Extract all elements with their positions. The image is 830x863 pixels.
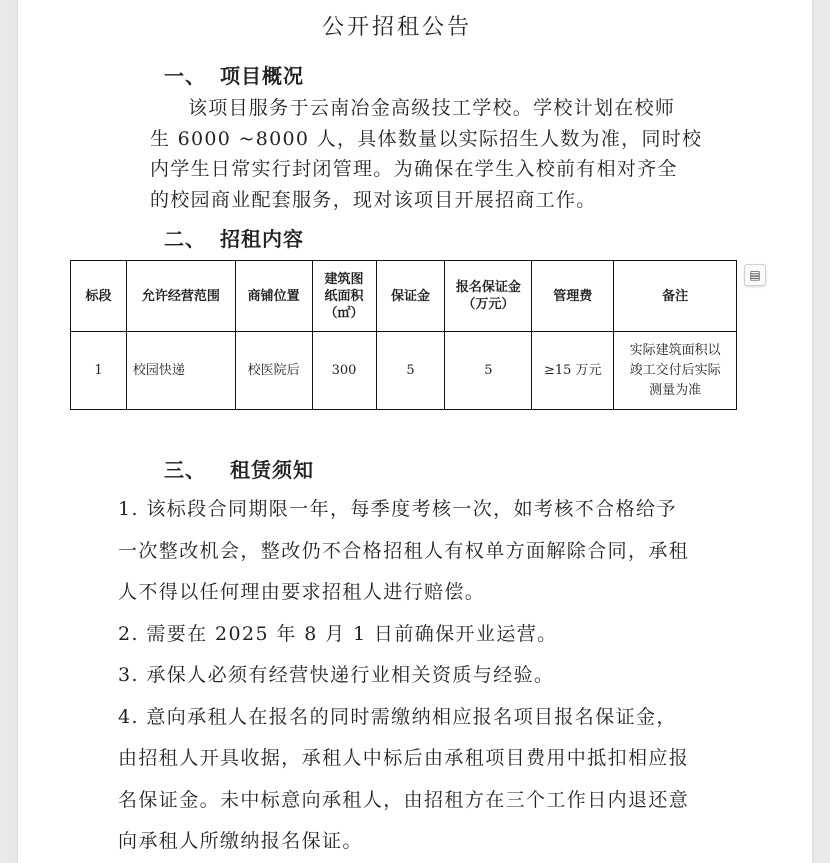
header-signup-deposit	[445, 261, 532, 332]
cell-remark	[614, 332, 737, 410]
table-tool-icon[interactable]: ▤	[744, 264, 766, 286]
section-number: 二、	[164, 227, 206, 251]
section-heading-rent-content	[164, 223, 304, 252]
notice-line: 3. 承保人必须有经营快递行业相关资质与经验。	[118, 664, 555, 686]
section-title: 项目概况	[220, 64, 304, 88]
section-title: 招租内容	[220, 227, 304, 251]
header-area-line: （㎡）	[324, 305, 364, 321]
notice-line: 由招租人开具收据，承租人中标后由承租项目费用中抵扣相应报	[118, 747, 690, 769]
paragraph-line: 内学生日常实行封闭管理。为确保在学生入校前有相对齐全	[150, 158, 678, 180]
cell-signup-deposit: 5	[445, 332, 532, 410]
remark-line: 竣工交付后实际	[629, 362, 721, 378]
cell-location: 校医院后	[235, 332, 312, 410]
header-deposit-line: 报名保证金	[455, 280, 521, 295]
notice-line: 2. 需要在 2025 年 8 月 1 日前确保开业运营。	[118, 622, 558, 645]
notice-line: 1. 该标段合同期限一年，每季度考核一次，如考核不合格给予	[118, 498, 677, 520]
rent-table	[70, 260, 737, 410]
page-title: 公开招租公告	[321, 15, 472, 40]
header-scope: 允许经营范围	[126, 261, 235, 332]
notice-line: 一次整改机会，整改仍不合格招租人有权单方面解除合同，承租	[118, 539, 690, 562]
cell-management-fee: ≥15 万元	[532, 332, 614, 410]
lease-notice-list	[118, 489, 698, 863]
cell-section: 1	[71, 332, 127, 410]
cell-guarantee: 5	[376, 332, 445, 410]
header-location: 商铺位置	[235, 261, 312, 332]
section-number: 三、	[164, 458, 206, 482]
header-remark: 备注	[614, 261, 737, 332]
header-deposit-line: （万元）	[462, 297, 515, 312]
section-heading-overview	[164, 60, 304, 89]
table-row	[71, 332, 737, 410]
paragraph-line: 生 6000 ~8000 人，具体数量以实际招生人数为准，同时校	[150, 127, 703, 150]
paragraph-line: 该项目服务于云南冶金高级技工学校。学校计划在校师	[188, 97, 676, 119]
remark-line: 测量为准	[649, 382, 702, 398]
header-area-line: 纸面积	[324, 288, 364, 304]
notice-line: 4. 意向承租人在报名的同时需缴纳相应报名项目报名保证金，	[118, 705, 677, 728]
remark-line: 实际建筑面积以	[629, 342, 721, 358]
header-management-fee: 管理费	[532, 261, 614, 332]
header-guarantee: 保证金	[376, 261, 445, 332]
notice-line: 人不得以任何理由要求招租人进行赔偿。	[118, 581, 486, 603]
notice-line: 向承租人所缴纳报名保证。	[118, 830, 363, 852]
header-area	[312, 261, 376, 332]
header-section: 标段	[71, 261, 127, 332]
notice-line: 名保证金。未中标意向承租人，由招租方在三个工作日内退还意	[118, 788, 690, 811]
overview-paragraph	[150, 93, 703, 215]
header-area-line: 建筑图	[324, 271, 364, 287]
section-title: 租赁须知	[230, 458, 314, 482]
table-header-row	[71, 261, 737, 332]
section-heading-lease-notice	[164, 454, 314, 483]
section-number: 一、	[164, 64, 206, 88]
cell-area: 300	[312, 332, 376, 410]
cell-scope: 校园快递	[126, 332, 235, 410]
paragraph-line: 的校园商业配套服务，现对该项目开展招商工作。	[150, 188, 597, 211]
